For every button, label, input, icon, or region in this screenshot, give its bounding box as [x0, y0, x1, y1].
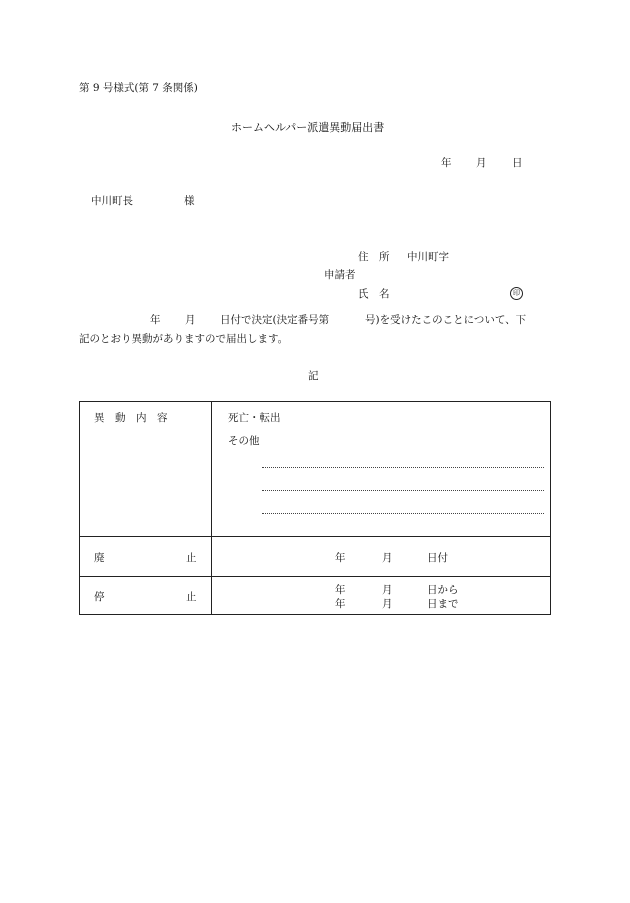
seal-mark: 印	[510, 287, 523, 300]
form-number: 第 9 号様式(第 7 条関係)	[79, 82, 198, 94]
abolish-day: 日付	[427, 552, 448, 564]
other-detail-line-3[interactable]	[262, 513, 544, 514]
body-year: 年	[150, 314, 161, 326]
address-label: 住 所	[358, 251, 390, 263]
suspend-from-month: 月	[382, 584, 393, 596]
page-title: ホームヘルパー派遣異動届出書	[231, 121, 385, 134]
addressee-honorific: 様	[184, 195, 195, 207]
suspend-from-day: 日から	[427, 584, 459, 596]
applicant-role-label: 申請者	[324, 269, 356, 281]
table-row-divider-1	[80, 536, 550, 537]
suspend-until-day: 日まで	[427, 598, 459, 610]
row-label-abolish-b: 止	[186, 552, 197, 564]
table-row-divider-2	[80, 576, 550, 577]
row-label-change-content: 異 動 内 容	[94, 412, 168, 424]
body-month: 月	[185, 314, 196, 326]
table-column-divider	[211, 402, 212, 614]
ki-heading: 記	[308, 370, 319, 382]
date-year: 年	[441, 157, 452, 169]
date-month: 月	[476, 157, 487, 169]
other-detail-line-1[interactable]	[262, 467, 544, 468]
change-table	[79, 401, 551, 615]
option-other[interactable]: その他	[228, 435, 260, 447]
body-line2: 記のとおり異動がありますので届出します。	[79, 333, 289, 345]
row-label-abolish-a: 廃	[94, 552, 105, 564]
body-text-b: 号)を受けたこのことについて、下	[365, 314, 527, 326]
name-label: 氏 名	[358, 288, 390, 300]
addressee-name: 中川町長	[91, 195, 133, 207]
suspend-until-month: 月	[382, 598, 393, 610]
other-detail-line-2[interactable]	[262, 490, 544, 491]
abolish-year: 年	[335, 552, 346, 564]
option-death-move[interactable]: 死亡・転出	[228, 412, 281, 424]
body-text-a: 日付で決定(決定番号第	[220, 314, 330, 326]
address-value[interactable]: 中川町字	[407, 251, 449, 263]
suspend-from-year: 年	[335, 584, 346, 596]
row-label-suspend-b: 止	[186, 591, 197, 603]
date-day: 日	[512, 157, 523, 169]
abolish-month: 月	[382, 552, 393, 564]
suspend-until-year: 年	[335, 598, 346, 610]
row-label-suspend-a: 停	[94, 591, 105, 603]
